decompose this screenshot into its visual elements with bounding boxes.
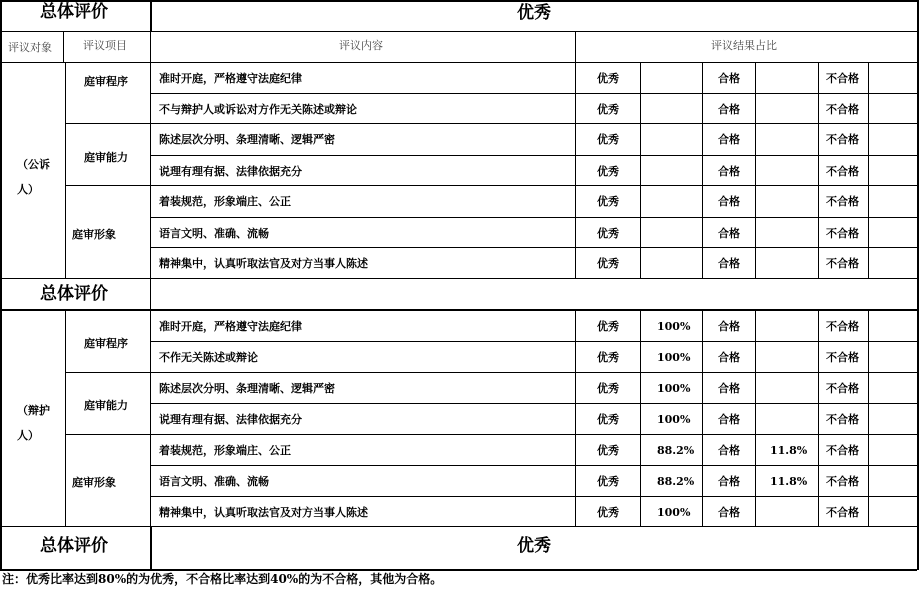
section1-item-procedure: 庭审程序 [84, 75, 128, 88]
grid-line-h [150, 403, 917, 404]
row-excellent-label: 优秀 [597, 382, 619, 395]
row-content: 准时开庭，严格遵守法庭纪律 [159, 320, 302, 333]
row-excellent-label: 优秀 [597, 413, 619, 426]
section2-overall-label: 总体评价 [40, 536, 108, 556]
row-excellent-label: 优秀 [597, 103, 619, 116]
row-content: 精神集中，认真听取法官及对方当事人陈述 [159, 506, 368, 519]
grid-line-v [63, 31, 64, 62]
row-content: 陈述层次分明、条理清晰、逻辑严密 [159, 382, 335, 395]
grid-line-h [150, 217, 917, 218]
header-result: 评议结果占比 [711, 39, 777, 52]
row-fail-label: 不合格 [826, 382, 859, 395]
row-excellent-label: 优秀 [597, 506, 619, 519]
section2-item-image: 庭审形象 [72, 476, 116, 489]
grid-line-v [65, 62, 66, 278]
row-content: 说理有理有据、法律依据充分 [159, 165, 302, 178]
section2-overall-value: 优秀 [517, 536, 551, 556]
row-pass-label: 合格 [718, 133, 740, 146]
row-excellent-label: 优秀 [597, 165, 619, 178]
row-content: 陈述层次分明、条理清晰、逻辑严密 [159, 133, 335, 146]
row-fail-label: 不合格 [826, 227, 859, 240]
grid-line-h [65, 123, 917, 124]
grid-line-v [65, 310, 66, 526]
row-content: 着装规范，形象端庄、公正 [159, 444, 291, 457]
row-pass-label: 合格 [718, 444, 740, 457]
grid-line-v [868, 62, 869, 278]
row-content: 准时开庭，严格遵守法庭纪律 [159, 72, 302, 85]
row-content: 语言文明、准确、流畅 [159, 475, 269, 488]
grid-line-v [755, 310, 756, 526]
row-excellent-pct: 88.2% [657, 475, 695, 488]
grid-line-v [818, 62, 819, 278]
grid-line-h [0, 0, 917, 2]
grid-line-h [0, 526, 917, 527]
section1-item-ability: 庭审能力 [84, 151, 128, 164]
row-pass-label: 合格 [718, 195, 740, 208]
row-excellent-label: 优秀 [597, 475, 619, 488]
grid-line-v [640, 62, 641, 278]
grid-line-h [0, 62, 917, 63]
grid-line-v [150, 310, 151, 526]
row-excellent-label: 优秀 [597, 320, 619, 333]
grid-line-v [575, 62, 576, 278]
grid-line-v [868, 310, 869, 526]
grid-line-v [0, 0, 2, 570]
grid-line-h [65, 185, 917, 186]
row-fail-label: 不合格 [826, 351, 859, 364]
row-excellent-label: 优秀 [597, 444, 619, 457]
grid-line-h [150, 155, 917, 156]
row-excellent-label: 优秀 [597, 351, 619, 364]
row-content: 不作无关陈述或辩论 [159, 351, 258, 364]
grid-line-h [0, 278, 917, 279]
row-pass-label: 合格 [718, 257, 740, 270]
grid-line-v [702, 310, 703, 526]
grid-line-h [65, 434, 917, 435]
row-excellent-label: 优秀 [597, 195, 619, 208]
row-fail-label: 不合格 [826, 195, 859, 208]
row-excellent-label: 优秀 [597, 72, 619, 85]
row-pass-label: 合格 [718, 475, 740, 488]
grid-line-h [0, 309, 917, 311]
grid-line-h [0, 31, 917, 32]
row-fail-label: 不合格 [826, 413, 859, 426]
grid-line-h [150, 496, 917, 497]
row-fail-label: 不合格 [826, 320, 859, 333]
grid-line-h [150, 341, 917, 342]
row-content: 着装规范，形象端庄、公正 [159, 195, 291, 208]
row-content: 说理有理有据、法律依据充分 [159, 413, 302, 426]
row-pass-label: 合格 [718, 103, 740, 116]
row-excellent-label: 优秀 [597, 133, 619, 146]
grid-line-v [818, 310, 819, 526]
row-pass-label: 合格 [718, 320, 740, 333]
row-excellent-pct: 88.2% [657, 444, 695, 457]
header-content: 评议内容 [339, 39, 383, 52]
row-pass-label: 合格 [718, 227, 740, 240]
row-excellent-pct: 100% [657, 413, 691, 426]
row-fail-label: 不合格 [826, 165, 859, 178]
grid-line-h [150, 93, 917, 94]
section1-item-image: 庭审形象 [72, 228, 116, 241]
row-excellent-label: 优秀 [597, 227, 619, 240]
row-fail-label: 不合格 [826, 475, 859, 488]
row-fail-label: 不合格 [826, 506, 859, 519]
section1-object: （公诉人） [17, 158, 50, 196]
row-fail-label: 不合格 [826, 257, 859, 270]
grid-line-v [150, 31, 151, 62]
header-object: 评议对象 [8, 41, 52, 54]
row-excellent-pct: 100% [657, 382, 691, 395]
row-pass-label: 合格 [718, 72, 740, 85]
row-fail-label: 不合格 [826, 133, 859, 146]
top-overall-label: 总体评价 [40, 2, 108, 22]
header-item: 评议项目 [83, 39, 127, 52]
grid-line-v [150, 526, 152, 570]
grid-line-v [575, 31, 576, 62]
row-excellent-pct: 100% [657, 506, 691, 519]
row-pass-label: 合格 [718, 382, 740, 395]
section2-object: （辩护人） [17, 404, 50, 442]
row-content: 语言文明、准确、流畅 [159, 227, 269, 240]
grid-line-v [755, 62, 756, 278]
grid-line-h [0, 569, 917, 571]
row-fail-label: 不合格 [826, 72, 859, 85]
grid-line-h [150, 465, 917, 466]
grid-line-h [150, 247, 917, 248]
row-content: 精神集中，认真听取法官及对方当事人陈述 [159, 257, 368, 270]
grid-line-v [702, 62, 703, 278]
row-pass-pct: 11.8% [770, 444, 808, 457]
row-excellent-label: 优秀 [597, 257, 619, 270]
grid-line-v [150, 0, 152, 31]
row-pass-pct: 11.8% [770, 475, 808, 488]
grid-line-v [640, 310, 641, 526]
section1-overall-label: 总体评价 [40, 284, 108, 304]
row-excellent-pct: 100% [657, 351, 691, 364]
footnote: 注：优秀比率达到80%的为优秀，不合格比率达到40%的为不合格，其他为合格。 [2, 572, 443, 586]
grid-line-v [150, 62, 151, 278]
grid-line-v [575, 310, 576, 526]
row-fail-label: 不合格 [826, 444, 859, 457]
row-pass-label: 合格 [718, 413, 740, 426]
row-pass-label: 合格 [718, 165, 740, 178]
grid-line-h [65, 372, 917, 373]
row-content: 不与辩护人或诉讼对方作无关陈述或辩论 [159, 103, 357, 116]
row-pass-label: 合格 [718, 351, 740, 364]
row-excellent-pct: 100% [657, 320, 691, 333]
row-fail-label: 不合格 [826, 103, 859, 116]
grid-line-v [150, 278, 151, 309]
top-overall-value: 优秀 [517, 3, 551, 23]
section2-item-procedure: 庭审程序 [84, 337, 128, 350]
section2-item-ability: 庭审能力 [84, 399, 128, 412]
row-pass-label: 合格 [718, 506, 740, 519]
